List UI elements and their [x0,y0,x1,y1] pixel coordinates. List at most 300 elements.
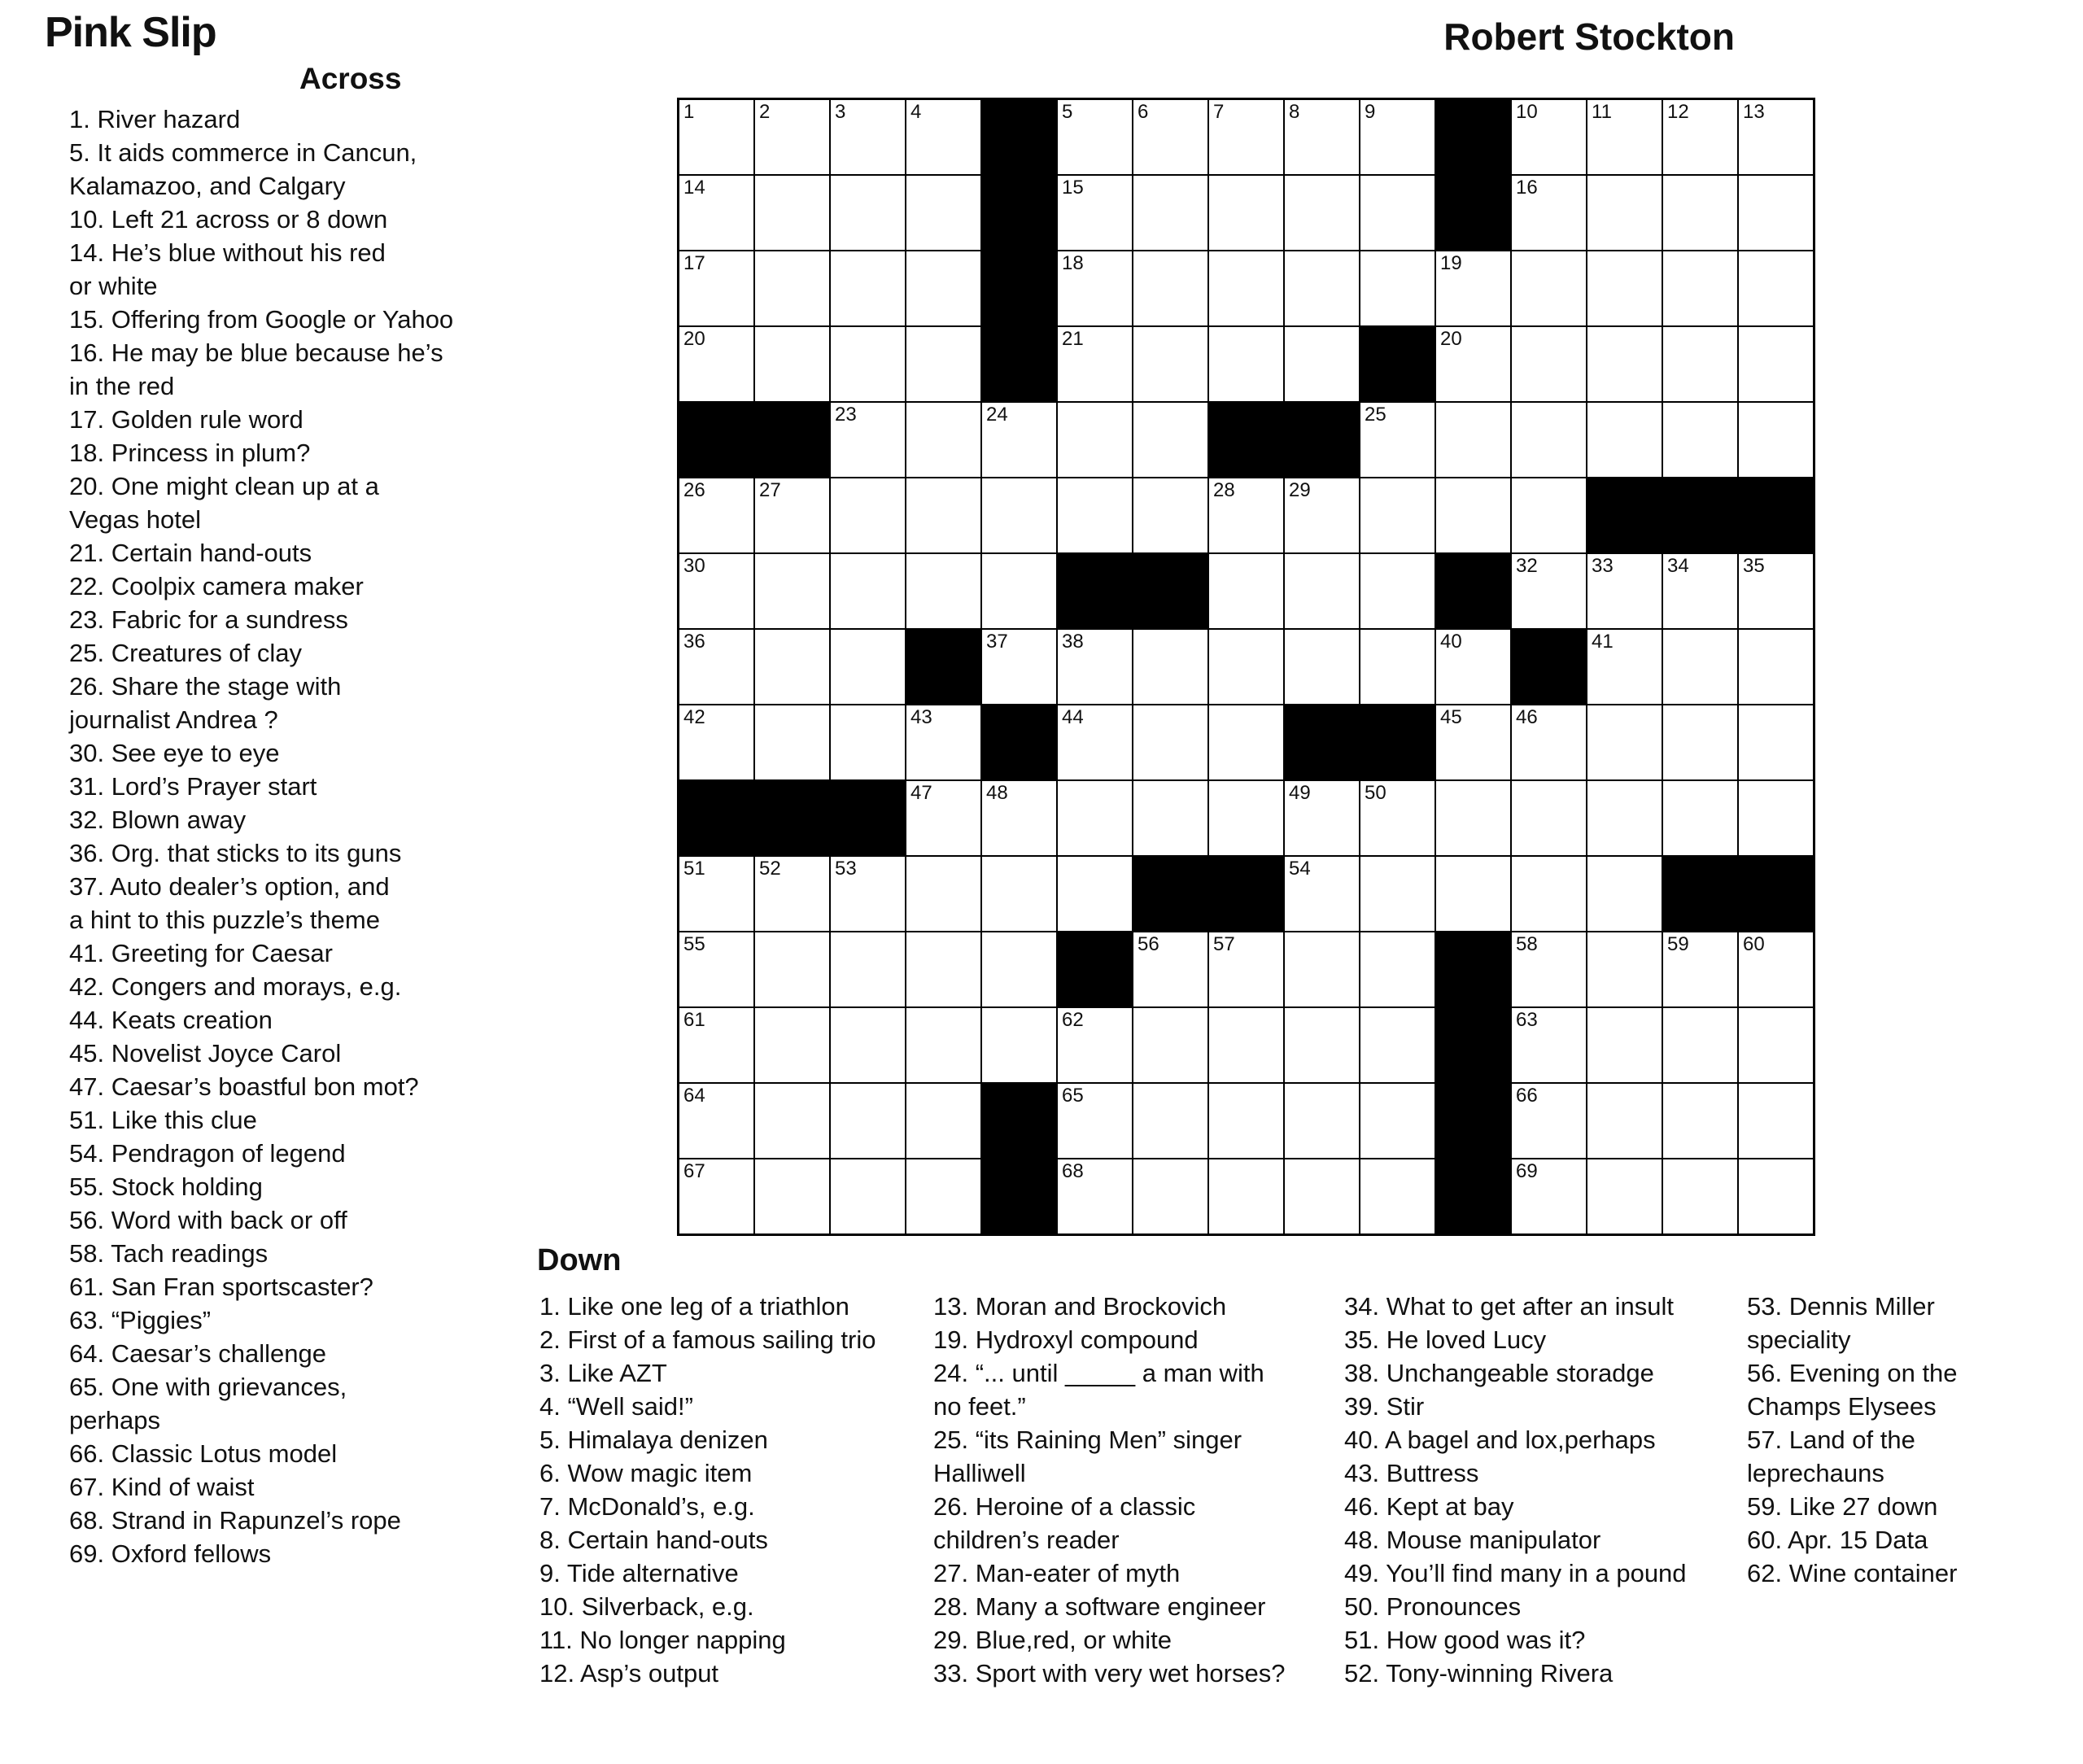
grid-cell[interactable] [1133,403,1207,477]
grid-cell[interactable] [1587,781,1662,855]
grid-cell[interactable] [679,705,753,779]
grid-cell[interactable] [831,1159,905,1233]
grid-cell[interactable] [906,1159,980,1233]
grid-cell[interactable] [831,251,905,325]
across-clue-line: 56. Word with back or off [69,1206,347,1234]
grid-cell[interactable] [1133,1159,1207,1233]
grid-cell-black [906,630,980,704]
cell-number: 57 [1213,933,1235,955]
grid-cell[interactable] [1285,100,1359,174]
grid-cell[interactable] [906,403,980,477]
grid-cell[interactable] [1663,327,1737,401]
grid-cell[interactable] [831,630,905,704]
grid-cell[interactable] [831,176,905,250]
across-clue-line: 25. Creatures of clay [69,639,303,667]
grid-cell[interactable] [1436,327,1510,401]
cell-number: 37 [986,631,1008,653]
grid-cell[interactable] [1360,100,1435,174]
grid-cell[interactable] [982,478,1056,552]
grid-cell[interactable] [1436,251,1510,325]
grid-cell[interactable] [1058,327,1132,401]
grid-cell[interactable] [1058,705,1132,779]
grid-cell[interactable] [1663,251,1737,325]
cell-number: 68 [1062,1160,1084,1182]
across-clue-line: 14. He’s blue without his red [69,238,386,267]
grid-cell[interactable] [1209,100,1283,174]
grid-cell[interactable] [1209,554,1283,628]
grid-cell[interactable] [1360,630,1435,704]
grid-cell[interactable] [1739,251,1813,325]
grid-cell[interactable] [1360,478,1435,552]
grid-cell[interactable] [755,554,829,628]
grid-cell[interactable] [1058,781,1132,855]
down-clue-line: 27. Man-eater of myth [933,1559,1181,1587]
grid-cell[interactable] [679,1008,753,1082]
cell-number: 33 [1592,555,1614,577]
grid-cell[interactable] [679,478,753,552]
grid-cell-black [982,705,1056,779]
grid-cell[interactable] [1436,781,1510,855]
grid-cell-black [1209,403,1283,477]
down-clue-line: 33. Sport with very wet horses? [933,1659,1286,1688]
down-clue-line: speciality [1747,1325,1851,1354]
grid-cell[interactable] [982,554,1056,628]
cell-number: 38 [1062,631,1084,653]
grid-cell[interactable] [1739,403,1813,477]
cell-number: 25 [1365,404,1386,426]
grid-cell[interactable] [1285,251,1359,325]
grid-cell[interactable] [1285,1084,1359,1158]
grid-cell[interactable] [1058,403,1132,477]
grid-cell[interactable] [1587,630,1662,704]
grid-cell[interactable] [755,705,829,779]
grid-cell[interactable] [755,932,829,1006]
grid-cell[interactable] [831,100,905,174]
across-clue-line: journalist Andrea ? [69,705,278,734]
grid-cell[interactable] [1587,403,1662,477]
down-clue-line: 59. Like 27 down [1747,1492,1938,1521]
grid-cell-black [755,403,829,477]
grid-cell[interactable] [1133,478,1207,552]
grid-cell[interactable] [1587,932,1662,1006]
cell-number: 49 [1289,782,1311,804]
across-clue-line: 31. Lord’s Prayer start [69,772,317,801]
across-clue-line: 64. Caesar’s challenge [69,1339,326,1368]
grid-cell[interactable] [1285,478,1359,552]
grid-cell[interactable] [906,176,980,250]
grid-cell[interactable] [906,932,980,1006]
grid-cell[interactable] [1058,1008,1132,1082]
grid-cell[interactable] [1663,932,1737,1006]
grid-cell[interactable] [1058,251,1132,325]
grid-cell[interactable] [831,932,905,1006]
grid-cell[interactable] [1436,478,1510,552]
grid-cell[interactable] [1058,1084,1132,1158]
grid-cell[interactable] [1587,1008,1662,1082]
cell-number: 45 [1440,706,1462,728]
cell-number: 36 [683,631,705,653]
cell-number: 67 [683,1160,705,1182]
grid-cell[interactable] [1133,176,1207,250]
grid-cell[interactable] [1360,403,1435,477]
grid-cell[interactable] [755,176,829,250]
grid-cell[interactable] [755,478,829,552]
down-clue-line: 40. A bagel and lox,perhaps [1344,1426,1656,1454]
grid-cell[interactable] [1285,1159,1359,1233]
grid-cell[interactable] [679,176,753,250]
grid-cell-black [1436,100,1510,174]
grid-cell[interactable] [1058,630,1132,704]
grid-cell[interactable] [1133,251,1207,325]
grid-cell[interactable] [982,781,1056,855]
grid-cell[interactable] [1285,1008,1359,1082]
cell-number: 14 [683,177,705,199]
cell-number: 34 [1667,555,1689,577]
grid-cell[interactable] [1360,932,1435,1006]
cell-number: 7 [1213,101,1225,123]
grid-cell[interactable] [1663,100,1737,174]
cell-number: 9 [1365,101,1376,123]
grid-cell[interactable] [1209,1008,1283,1082]
grid-cell[interactable] [1739,176,1813,250]
grid-cell[interactable] [1512,857,1586,931]
down-clue-line: 19. Hydroxyl compound [933,1325,1199,1354]
grid-cell[interactable] [1058,1159,1132,1233]
grid-cell[interactable] [1512,554,1586,628]
grid-cell[interactable] [755,1084,829,1158]
cell-number: 8 [1289,101,1300,123]
grid-cell[interactable] [1512,1084,1586,1158]
grid-cell[interactable] [1360,1008,1435,1082]
cell-number: 51 [683,858,705,880]
grid-cell[interactable] [1436,630,1510,704]
grid-cell[interactable] [831,1008,905,1082]
down-clue-line: 49. You’ll find many in a pound [1344,1559,1687,1587]
grid-cell[interactable] [1133,100,1207,174]
grid-cell[interactable] [1512,705,1586,779]
grid-cell[interactable] [1739,1008,1813,1082]
grid-cell[interactable] [1663,176,1737,250]
down-clue-line: 1. Like one leg of a triathlon [539,1292,849,1321]
grid-cell[interactable] [1512,251,1586,325]
across-clue-line: 10. Left 21 across or 8 down [69,205,388,234]
cell-number: 26 [683,479,705,501]
cell-number: 11 [1592,101,1612,123]
grid-cell[interactable] [906,478,980,552]
across-clue-line: perhaps [69,1406,161,1434]
grid-cell[interactable] [1360,1084,1435,1158]
across-clue-line: 26. Share the stage with [69,672,342,701]
grid-cell[interactable] [906,705,980,779]
grid-cell[interactable] [1739,554,1813,628]
grid-cell[interactable] [1512,1159,1586,1233]
across-clue-line: 5. It aids commerce in Cancun, [69,138,417,167]
grid-cell[interactable] [1512,781,1586,855]
grid-cell[interactable] [1436,857,1510,931]
grid-cell[interactable] [1663,1008,1737,1082]
across-clue-line: 44. Keats creation [69,1006,273,1034]
grid-cell[interactable] [906,554,980,628]
grid-cell[interactable] [982,403,1056,477]
across-clue-line: 1. River hazard [69,105,241,133]
grid-cell-black [982,176,1056,250]
down-clue-line: 48. Mouse manipulator [1344,1526,1601,1554]
grid-cell-black [982,1084,1056,1158]
grid-cell[interactable] [1739,1159,1813,1233]
grid-cell[interactable] [1133,705,1207,779]
across-clue-line: 61. San Fran sportscaster? [69,1273,373,1301]
grid-cell[interactable] [982,932,1056,1006]
grid-cell-black [755,781,829,855]
down-clue-line: Champs Elysees [1747,1392,1937,1421]
down-clue-line: 28. Many a software engineer [933,1592,1266,1621]
grid-cell[interactable] [831,857,905,931]
grid-cell[interactable] [1209,1159,1283,1233]
grid-cell[interactable] [1512,327,1586,401]
grid-cell[interactable] [1209,251,1283,325]
grid-cell[interactable] [755,100,829,174]
grid-cell[interactable] [679,100,753,174]
grid-cell[interactable] [755,857,829,931]
grid-cell[interactable] [1133,781,1207,855]
grid-cell[interactable] [1436,403,1510,477]
cell-number: 20 [683,328,705,350]
grid-cell[interactable] [906,1084,980,1158]
grid-cell[interactable] [755,630,829,704]
down-clue-column-1 [539,1290,946,1690]
down-clue-line: 2. First of a famous sailing trio [539,1325,876,1354]
grid-cell[interactable] [1587,251,1662,325]
grid-cell[interactable] [1133,327,1207,401]
grid-cell[interactable] [679,327,753,401]
grid-cell[interactable] [679,1159,753,1233]
grid-cell[interactable] [1587,705,1662,779]
cell-number: 23 [835,404,857,426]
grid-cell[interactable] [1512,1008,1586,1082]
cell-number: 44 [1062,706,1084,728]
down-clue-line: 57. Land of the [1747,1426,1915,1454]
puzzle-title: Pink Slip [45,9,216,56]
grid-cell[interactable] [1285,554,1359,628]
grid-cell[interactable] [831,1084,905,1158]
grid-cell[interactable] [1512,176,1586,250]
grid-cell[interactable] [1360,251,1435,325]
grid-cell[interactable] [755,327,829,401]
across-clue-line: 22. Coolpix camera maker [69,572,364,600]
grid-cell[interactable] [1739,630,1813,704]
grid-cell[interactable] [1587,1084,1662,1158]
grid-cell[interactable] [1436,705,1510,779]
grid-cell-black [1436,1008,1510,1082]
grid-cell[interactable] [982,857,1056,931]
cell-number: 69 [1516,1160,1538,1182]
across-clue-line: 21. Certain hand-outs [69,539,312,567]
grid-cell-black [1285,403,1359,477]
grid-cell[interactable] [831,554,905,628]
grid-cell[interactable] [679,630,753,704]
grid-cell[interactable] [1058,176,1132,250]
grid-cell[interactable] [906,251,980,325]
grid-cell[interactable] [1512,932,1586,1006]
grid-cell[interactable] [906,781,980,855]
grid-cell[interactable] [1285,932,1359,1006]
cell-number: 30 [683,555,705,577]
grid-cell[interactable] [1587,176,1662,250]
grid-cell[interactable] [906,327,980,401]
across-clue-line: 42. Congers and morays, e.g. [69,972,402,1001]
grid-cell[interactable] [679,554,753,628]
across-clue-line: 66. Classic Lotus model [69,1439,338,1468]
grid-cell-black [831,781,905,855]
grid-cell[interactable] [906,1008,980,1082]
cell-number: 16 [1516,177,1538,199]
cell-number: 56 [1138,933,1159,955]
grid-cell[interactable] [1739,781,1813,855]
cell-number: 10 [1516,101,1538,123]
across-clue-line: 16. He may be blue because he’s [69,338,443,367]
grid-cell[interactable] [679,857,753,931]
cell-number: 41 [1592,631,1614,653]
grid-cell[interactable] [1209,1084,1283,1158]
cell-number: 18 [1062,252,1084,274]
grid-cell[interactable] [1209,630,1283,704]
grid-cell[interactable] [831,327,905,401]
grid-cell[interactable] [1663,554,1737,628]
down-clue-line: 53. Dennis Miller [1747,1292,1935,1321]
grid-cell[interactable] [1663,705,1737,779]
grid-cell-black [1512,630,1586,704]
grid-cell[interactable] [1209,781,1283,855]
grid-cell[interactable] [679,251,753,325]
grid-cell[interactable] [1587,100,1662,174]
cell-number: 54 [1289,858,1311,880]
grid-cell[interactable] [755,1008,829,1082]
grid-cell[interactable] [1663,781,1737,855]
grid-cell[interactable] [1209,327,1283,401]
grid-cell[interactable] [982,1008,1056,1082]
grid-cell[interactable] [906,100,980,174]
grid-cell[interactable] [906,857,980,931]
grid-cell[interactable] [1663,1084,1737,1158]
grid-cell-black [679,781,753,855]
down-clue-line: 4. “Well said!” [539,1392,693,1421]
grid-cell[interactable] [1739,1084,1813,1158]
grid-cell[interactable] [1739,705,1813,779]
grid-cell[interactable] [755,1159,829,1233]
grid-cell[interactable] [1133,932,1207,1006]
grid-cell[interactable] [1663,630,1737,704]
grid-cell[interactable] [831,403,905,477]
grid-cell[interactable] [1587,554,1662,628]
grid-cell[interactable] [1285,630,1359,704]
across-clue-line: 37. Auto dealer’s option, and [69,872,390,901]
grid-cell[interactable] [1360,554,1435,628]
grid-cell[interactable] [1133,630,1207,704]
grid-cell[interactable] [1512,403,1586,477]
grid-cell[interactable] [1360,1159,1435,1233]
cell-number: 62 [1062,1009,1084,1031]
grid-cell[interactable] [831,705,905,779]
grid-cell[interactable] [1587,1159,1662,1233]
grid-cell[interactable] [1663,403,1737,477]
down-clue-line: 60. Apr. 15 Data [1747,1526,1928,1554]
grid-cell-black [1663,478,1737,552]
down-clue-line: 56. Evening on the [1747,1359,1958,1387]
grid-cell[interactable] [1209,478,1283,552]
grid-cell[interactable] [1285,781,1359,855]
grid-cell[interactable] [1587,857,1662,931]
grid-cell[interactable] [679,932,753,1006]
grid-cell[interactable] [1512,478,1586,552]
cell-number: 19 [1440,252,1462,274]
grid-cell[interactable] [1285,176,1359,250]
across-clue-line: 51. Like this clue [69,1106,257,1134]
grid-cell[interactable] [679,1084,753,1158]
grid-cell-black [1436,176,1510,250]
across-clue-line: 23. Fabric for a sundress [69,605,348,634]
down-clue-line: 9. Tide alternative [539,1559,739,1587]
grid-cell[interactable] [1360,781,1435,855]
grid-cell[interactable] [1739,100,1813,174]
across-clue-line: a hint to this puzzle’s theme [69,906,380,934]
grid-cell[interactable] [1587,327,1662,401]
grid-cell[interactable] [1663,1159,1737,1233]
across-clue-line: 67. Kind of waist [69,1473,255,1501]
grid-cell[interactable] [1133,1008,1207,1082]
cell-number: 60 [1743,933,1765,955]
down-clue-line: 3. Like AZT [539,1359,667,1387]
cell-number: 27 [759,479,781,501]
grid-cell[interactable] [831,478,905,552]
grid-cell[interactable] [1058,857,1132,931]
grid-cell-black [982,100,1056,174]
grid-cell[interactable] [1058,478,1132,552]
grid-cell-black [1133,554,1207,628]
grid-cell[interactable] [1285,857,1359,931]
grid-cell[interactable] [1360,176,1435,250]
grid-cell[interactable] [1209,705,1283,779]
grid-cell[interactable] [982,630,1056,704]
grid-cell[interactable] [755,251,829,325]
across-clue-line: 55. Stock holding [69,1172,263,1201]
across-clue-list [69,103,537,1570]
down-clue-line: 29. Blue,red, or white [933,1626,1172,1654]
down-clue-line: Halliwell [933,1459,1026,1487]
grid-cell[interactable] [1209,176,1283,250]
grid-cell-black [679,403,753,477]
across-clue-line: or white [69,272,158,300]
down-clue-line: 50. Pronounces [1344,1592,1522,1621]
grid-cell[interactable] [1133,1084,1207,1158]
down-clue-line: 26. Heroine of a classic [933,1492,1196,1521]
grid-cell[interactable] [1058,100,1132,174]
cell-number: 6 [1138,101,1149,123]
down-clue-line: 39. Stir [1344,1392,1425,1421]
across-clue-line: 68. Strand in Rapunzel’s rope [69,1506,401,1535]
grid-cell[interactable] [1512,100,1586,174]
grid-cell[interactable] [1209,932,1283,1006]
grid-cell[interactable] [1360,857,1435,931]
grid-cell[interactable] [1739,932,1813,1006]
grid-cell[interactable] [1285,327,1359,401]
across-clue-line: 30. See eye to eye [69,739,280,767]
cell-number: 58 [1516,933,1538,955]
down-clue-line: 7. McDonald’s, e.g. [539,1492,755,1521]
cell-number: 1 [683,101,695,123]
cell-number: 29 [1289,479,1311,501]
cell-number: 12 [1667,101,1689,123]
grid-cell[interactable] [1739,327,1813,401]
